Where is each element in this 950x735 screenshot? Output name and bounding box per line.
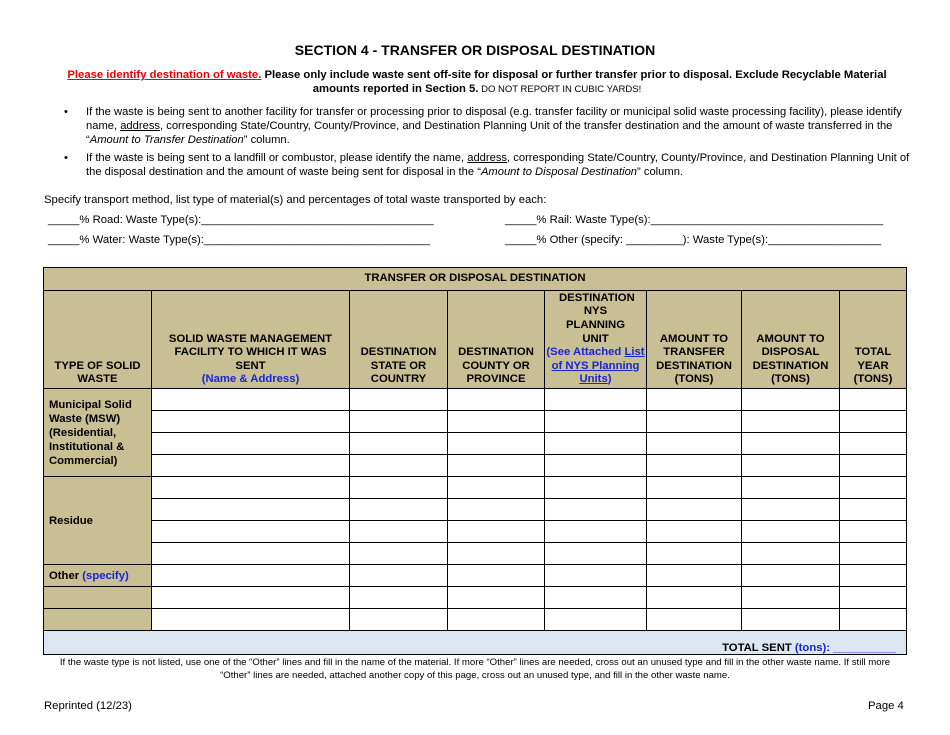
input-cell[interactable]	[152, 609, 350, 631]
other-type-input[interactable]	[44, 587, 152, 609]
input-cell[interactable]	[350, 477, 448, 499]
input-cell[interactable]	[545, 433, 647, 455]
reprinted-date: Reprinted (12/23)	[44, 700, 132, 712]
input-cell[interactable]	[152, 411, 350, 433]
input-cell[interactable]	[647, 433, 742, 455]
total-row	[44, 631, 907, 655]
input-cell[interactable]	[448, 587, 545, 609]
input-cell[interactable]	[840, 565, 907, 587]
input-cell[interactable]	[840, 543, 907, 565]
row-label-residue: Residue	[44, 477, 152, 565]
destination-table	[43, 267, 907, 655]
input-cell[interactable]	[152, 455, 350, 477]
input-cell[interactable]	[152, 477, 350, 499]
input-cell[interactable]	[742, 521, 840, 543]
table-row	[44, 587, 907, 609]
transport-other-field[interactable]: _____% Other (specify: _________): Waste Type(s):__________________	[505, 234, 882, 246]
input-cell[interactable]	[448, 433, 545, 455]
header-planning-unit: DESTINATION NYS PLANNING UNIT (See Attached List of NYS Planning Units)	[545, 291, 647, 389]
intro-cubic-yards-note: DO NOT REPORT IN CUBIC YARDS!	[478, 84, 642, 95]
row-label-msw: Municipal Solid Waste (MSW) (Residential, Institutional & Commercial)	[44, 389, 152, 477]
input-cell[interactable]	[742, 609, 840, 631]
input-cell[interactable]	[545, 477, 647, 499]
input-cell[interactable]	[448, 543, 545, 565]
input-cell[interactable]	[840, 499, 907, 521]
input-cell[interactable]	[840, 455, 907, 477]
input-cell[interactable]	[152, 499, 350, 521]
input-cell[interactable]	[840, 477, 907, 499]
table-row	[44, 455, 907, 477]
table-row	[44, 433, 907, 455]
input-cell[interactable]	[742, 433, 840, 455]
bullet-dot-icon: •	[64, 106, 68, 118]
input-cell[interactable]	[840, 389, 907, 411]
input-cell[interactable]	[545, 411, 647, 433]
input-cell[interactable]	[647, 455, 742, 477]
input-cell[interactable]	[152, 543, 350, 565]
input-cell[interactable]	[742, 499, 840, 521]
input-cell[interactable]	[350, 565, 448, 587]
input-cell[interactable]	[545, 455, 647, 477]
input-cell[interactable]	[545, 543, 647, 565]
header-amount-disposal: AMOUNT TO DISPOSAL DESTINATION (TONS)	[742, 291, 840, 389]
planning-units-link[interactable]: List of NYS Planning Units	[551, 346, 645, 386]
input-cell[interactable]	[350, 543, 448, 565]
input-cell[interactable]	[742, 411, 840, 433]
transport-water-field[interactable]: _____% Water: Waste Type(s):____________________________________	[48, 234, 431, 246]
input-cell[interactable]	[448, 609, 545, 631]
intro-paragraph	[62, 68, 892, 97]
input-cell[interactable]	[647, 543, 742, 565]
table-row	[44, 565, 907, 587]
input-cell[interactable]	[545, 587, 647, 609]
input-cell[interactable]	[350, 433, 448, 455]
input-cell[interactable]	[350, 609, 448, 631]
bullet-disposal: • If the waste is being sent to a landfill or combustor, please identify the name, address, corresponding State/Country, County/Province, and Destination Planning Unit of the disposal destination and the amount of waste being sent for disposal in the “Amount to Disposal Destination” column.	[64, 152, 910, 178]
header-amount-transfer: AMOUNT TO TRANSFER DESTINATION (TONS)	[647, 291, 742, 389]
input-cell[interactable]	[350, 389, 448, 411]
input-cell[interactable]	[647, 389, 742, 411]
other-type-input[interactable]	[44, 609, 152, 631]
input-cell[interactable]	[350, 587, 448, 609]
input-cell[interactable]	[545, 609, 647, 631]
input-cell[interactable]	[152, 587, 350, 609]
input-cell[interactable]	[448, 477, 545, 499]
transport-road-field[interactable]: _____% Road: Waste Type(s):_____________________________________	[48, 214, 434, 226]
input-cell[interactable]	[742, 389, 840, 411]
input-cell[interactable]	[448, 565, 545, 587]
input-cell[interactable]	[448, 521, 545, 543]
header-destination-state: DESTINATION STATE OR COUNTRY	[350, 291, 448, 389]
input-cell[interactable]	[840, 433, 907, 455]
input-cell[interactable]	[742, 477, 840, 499]
input-cell[interactable]	[647, 499, 742, 521]
page-number: Page 4	[868, 700, 904, 712]
input-cell[interactable]	[350, 521, 448, 543]
input-cell[interactable]	[647, 477, 742, 499]
table-row	[44, 477, 907, 499]
input-cell[interactable]	[647, 411, 742, 433]
table-row	[44, 389, 907, 411]
bullet-transfer: • If the waste is being sent to another facility for transfer or processing prior to disposal (e.g. transfer facility or municipal solid waste processing facility), please identify name, address, corresponding State/Country, County/Province, and Destination Planning Unit of the transfer destination and the amount of waste transferred in the “Amount to Transfer Destination” column.	[64, 106, 902, 146]
header-total-year: TOTAL YEAR (TONS)	[840, 291, 907, 389]
input-cell[interactable]	[742, 543, 840, 565]
row-label-other[interactable]: Other (specify)	[44, 565, 152, 587]
input-cell[interactable]	[545, 389, 647, 411]
intro-bold-text: Please only include waste sent off-site for disposal or further transfer prior to disposal. Exclude Recyclable Material amounts reported in Section 5.	[261, 69, 887, 95]
input-cell[interactable]	[545, 521, 647, 543]
section-title: SECTION 4 - TRANSFER OR DISPOSAL DESTINATION	[294, 42, 656, 58]
input-cell[interactable]	[647, 609, 742, 631]
input-cell[interactable]	[350, 455, 448, 477]
input-cell[interactable]	[647, 565, 742, 587]
instruction-bullets	[64, 105, 910, 183]
table-row	[44, 411, 907, 433]
input-cell[interactable]	[647, 587, 742, 609]
input-cell[interactable]	[545, 499, 647, 521]
total-sent-field[interactable]: TOTAL SENT (tons): __________	[44, 631, 907, 655]
input-cell[interactable]	[448, 411, 545, 433]
input-cell[interactable]	[448, 455, 545, 477]
input-cell[interactable]	[350, 499, 448, 521]
input-cell[interactable]	[152, 565, 350, 587]
input-cell[interactable]	[742, 565, 840, 587]
table-row	[44, 521, 907, 543]
input-cell[interactable]	[545, 565, 647, 587]
bullet-dot-icon: •	[64, 152, 68, 164]
header-facility: SOLID WASTE MANAGEMENT FACILITY TO WHICH IT WAS SENT (Name & Address)	[152, 291, 350, 389]
header-type-of-solid-waste: TYPE OF SOLID WASTE	[44, 291, 152, 389]
input-cell[interactable]	[152, 389, 350, 411]
input-cell[interactable]	[152, 433, 350, 455]
table-row	[44, 543, 907, 565]
input-cell[interactable]	[742, 455, 840, 477]
table-row	[44, 499, 907, 521]
input-cell[interactable]	[647, 521, 742, 543]
input-cell[interactable]	[350, 411, 448, 433]
input-cell[interactable]	[152, 521, 350, 543]
transport-rail-field[interactable]: _____% Rail: Waste Type(s):_____________________________________	[505, 214, 884, 226]
input-cell[interactable]	[840, 609, 907, 631]
input-cell[interactable]	[742, 587, 840, 609]
intro-red-text: Please identify destination of waste.	[67, 69, 262, 81]
table-row	[44, 609, 907, 631]
input-cell[interactable]	[840, 521, 907, 543]
footnote: If the waste type is not listed, use one of the “Other” lines and fill in the name of the material. If more “Other” lines are needed, cross out an unused type and fill in the other waste name. If still more “Other” lines are needed, attached another copy of this page, cross out an unused type, and fill in the other waste name.	[59, 657, 891, 681]
input-cell[interactable]	[448, 499, 545, 521]
input-cell[interactable]	[840, 411, 907, 433]
input-cell[interactable]	[840, 587, 907, 609]
transport-instruction: Specify transport method, list type of material(s) and percentages of total waste transported by each:	[44, 194, 547, 206]
table-title: TRANSFER OR DISPOSAL DESTINATION	[44, 268, 907, 291]
header-destination-county: DESTINATION COUNTY OR PROVINCE	[448, 291, 545, 389]
input-cell[interactable]	[448, 389, 545, 411]
